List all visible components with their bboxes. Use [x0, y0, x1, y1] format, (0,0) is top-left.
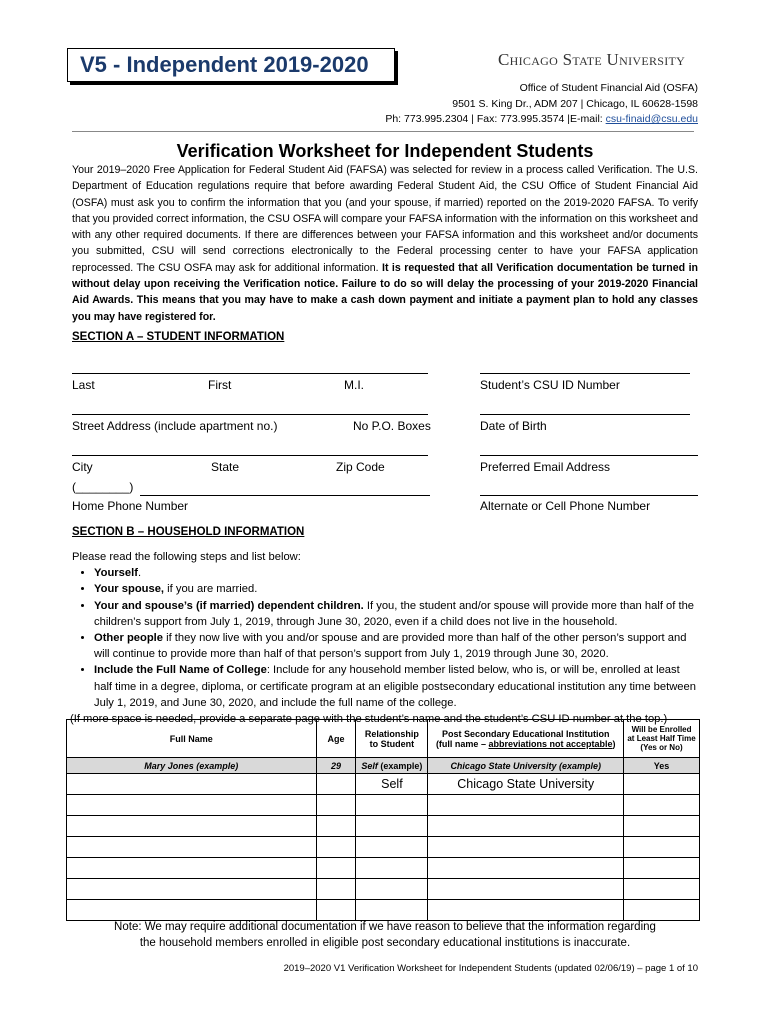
- relationship-cell[interactable]: [356, 837, 428, 858]
- page-title: Verification Worksheet for Independent Students: [176, 141, 594, 161]
- institution-cell[interactable]: [428, 795, 624, 816]
- list-item-bold: Other people: [94, 632, 163, 645]
- table-row: [67, 774, 700, 795]
- more-space-note: (If more space is needed, provide a separate page with the student’s name and the student’s CSU ID number at the top.): [70, 713, 668, 726]
- relationship-cell[interactable]: [356, 858, 428, 879]
- list-item: [94, 581, 700, 597]
- enrolled-cell[interactable]: [624, 879, 700, 900]
- table-row: [67, 837, 700, 858]
- institution-cell[interactable]: Chicago State University: [428, 774, 624, 795]
- office-phone-fax: Ph: 773.995.2304 | Fax: 773.995.3574 |E-mail:: [385, 113, 606, 125]
- label-zip: Zip Code: [336, 460, 385, 474]
- table-row: [67, 879, 700, 900]
- intro-text: Your 2019–2020 Free Application for Federal Student Aid (FAFSA) was selected for review in a process called Verification. The U.S. Department of Education regulations require that before awarding Federal Student Aid, the CSU Office of Student Financial Aid (OSFA) must ask you to confirm the information that you (and your spouse, if married) reported on the 2019-2020 FAFSA. To verify that you provided correct information, the CSU OSFA will compare your FAFSA information with the information on this worksheet and with any other required documents. If there are differences between your FAFSA information and this worksheet and/or documents you submitted, CSU will send corrections electronically to the Federal processing center to have your FAFSA application reprocessed. The CSU OSFA may ask for additional information.: [72, 164, 698, 274]
- table-header-row: [67, 720, 700, 758]
- header-institution: [428, 720, 624, 758]
- label-alt-phone: Alternate or Cell Phone Number: [480, 499, 651, 513]
- office-name: Office of Student Financial Aid (OSFA): [519, 82, 698, 94]
- example-enrolled: Yes: [624, 758, 700, 774]
- version-badge: [67, 48, 395, 82]
- header-enrolled: [624, 720, 700, 758]
- table-row: [67, 816, 700, 837]
- header-relationship: [356, 720, 428, 758]
- name-cell[interactable]: [67, 837, 317, 858]
- dob-line[interactable]: [480, 414, 690, 415]
- enrolled-cell[interactable]: [624, 837, 700, 858]
- name-cell[interactable]: [67, 900, 317, 921]
- example-institution: Chicago State University (example): [428, 758, 624, 774]
- name-cell[interactable]: [67, 816, 317, 837]
- name-cell[interactable]: [67, 774, 317, 795]
- header-institution-line1: Post Secondary Educational Institution: [441, 728, 610, 739]
- list-item: [94, 565, 700, 581]
- page-footer: 2019–2020 V1 Verification Worksheet for Independent Students (updated 02/06/19) – page 1 of 10: [283, 963, 698, 974]
- enrolled-cell[interactable]: [624, 858, 700, 879]
- label-home-phone: Home Phone Number: [72, 499, 189, 513]
- list-item-text: if you are married.: [164, 583, 258, 596]
- header-divider: [72, 131, 694, 132]
- header-enrolled-line3: (Yes or No): [640, 743, 683, 752]
- street-line[interactable]: [72, 414, 428, 415]
- list-item-text: if they now live with you and/or spouse and are provided more than half of the other person’s support and will continue to provide more than half of that person’s support from July 1, 2019 through June 30, 2020.: [94, 632, 687, 661]
- age-cell[interactable]: [316, 900, 356, 921]
- age-cell[interactable]: [316, 858, 356, 879]
- enrolled-cell[interactable]: [624, 900, 700, 921]
- list-item: [94, 630, 700, 662]
- household-list: [72, 565, 700, 711]
- header-relationship-line1: Relationship: [364, 728, 419, 739]
- age-cell[interactable]: [316, 837, 356, 858]
- table-row: [67, 858, 700, 879]
- relationship-cell[interactable]: [356, 795, 428, 816]
- office-email-link[interactable]: csu-finaid@csu.edu: [605, 113, 698, 125]
- header-enrolled-line2: at Least Half Time: [627, 734, 696, 743]
- label-street: Street Address (include apartment no.): [72, 419, 278, 433]
- note-line-1: Note: We may require additional documentation if we have reason to believe that the information regarding: [114, 921, 656, 933]
- phone-area-code: (________): [72, 480, 134, 494]
- relationship-cell[interactable]: [356, 900, 428, 921]
- header-enrolled-line1: Will be Enrolled: [631, 725, 692, 734]
- name-cell[interactable]: [67, 858, 317, 879]
- age-cell[interactable]: [316, 816, 356, 837]
- age-cell[interactable]: [316, 879, 356, 900]
- version-badge-text: V5 - Independent 2019-2020: [80, 52, 369, 77]
- age-cell[interactable]: [316, 774, 356, 795]
- section-b-heading: SECTION B – HOUSEHOLD INFORMATION: [72, 526, 305, 538]
- list-item-bold: Include the Full Name of College: [94, 664, 267, 677]
- age-cell[interactable]: [316, 795, 356, 816]
- instructions-lead: Please read the following steps and list below:: [72, 551, 301, 563]
- section-a-heading: SECTION A – STUDENT INFORMATION: [72, 331, 285, 343]
- list-item-text: If you, the student and/or spouse will provide more than half of the children’s support from July 1, 2019, through June 30, 2020, even if a child does not live in the household.: [94, 599, 695, 628]
- household-table: [66, 719, 700, 921]
- table-row: [67, 900, 700, 921]
- example-relationship-value: Self: [361, 760, 378, 771]
- label-no-po: No P.O. Boxes: [353, 419, 431, 433]
- institution-cell[interactable]: [428, 858, 624, 879]
- city-line[interactable]: [72, 455, 428, 456]
- label-city: City: [72, 460, 93, 474]
- label-email: Preferred Email Address: [480, 460, 611, 474]
- list-item: [94, 662, 700, 711]
- intro-paragraph: [72, 162, 698, 325]
- header-full-name: Full Name: [67, 720, 317, 758]
- alt-phone-line[interactable]: [480, 495, 698, 496]
- note-line-2: the household members enrolled in eligible post secondary educational institutions is inaccurate.: [139, 937, 631, 949]
- name-cell[interactable]: [67, 879, 317, 900]
- csu-logo: Chicago State University: [498, 50, 686, 69]
- institution-cell[interactable]: [428, 900, 624, 921]
- list-item: [94, 598, 700, 630]
- list-item-text: : Include for any household member listed below, who is, or will be, enrolled at least half time in a degree, diploma, or certificate program at an eligible postsecondary educational institution any time between July 1, 2019, and June 30, 2020, and include the full name of the college.: [94, 664, 696, 709]
- header-institution-underline: abbreviations not acceptable: [488, 738, 613, 749]
- label-dob: Date of Birth: [480, 419, 547, 433]
- example-name: Mary Jones (example): [67, 758, 317, 774]
- office-address: 9501 S. King Dr., ADM 207 | Chicago, IL 60628-1598: [452, 98, 698, 110]
- table-row: [67, 795, 700, 816]
- example-age: 29: [316, 758, 356, 774]
- institution-cell[interactable]: [428, 816, 624, 837]
- header-relationship-line2: to Student: [369, 738, 415, 749]
- csu-id-line[interactable]: [480, 373, 690, 374]
- list-item-bold: Your spouse,: [94, 583, 165, 596]
- example-relationship-note: (example): [377, 760, 423, 771]
- example-relationship: [356, 758, 428, 774]
- household-instructions: [72, 549, 700, 727]
- header-institution-prefix: (full name –: [435, 738, 489, 749]
- institution-cell[interactable]: [428, 837, 624, 858]
- intro-bold-text: It is requested that all Verification documentation be turned in without delay upon receiving the Verification notice. Failure to do so will delay the processing of your 2019-2020 Financial Aid Awards. This means that you may have to make a cash down payment and initiate a payment plan to hold any classes you may have registered for.: [72, 261, 698, 323]
- enrolled-cell[interactable]: [624, 816, 700, 837]
- enrolled-cell[interactable]: [624, 795, 700, 816]
- note: [0, 919, 770, 951]
- relationship-cell[interactable]: Self: [356, 774, 428, 795]
- example-row: [67, 758, 700, 774]
- header-age: Age: [316, 720, 356, 758]
- label-first: First: [208, 378, 232, 392]
- label-state: State: [211, 460, 240, 474]
- name-cell[interactable]: [67, 795, 317, 816]
- label-mi: M.I.: [344, 378, 364, 392]
- institution-cell[interactable]: [428, 879, 624, 900]
- email-line[interactable]: [480, 455, 698, 456]
- office-contact: [385, 111, 698, 127]
- enrolled-cell[interactable]: [624, 774, 700, 795]
- relationship-cell[interactable]: [356, 879, 428, 900]
- header-institution-suffix: ): [612, 738, 616, 749]
- list-item-text: .: [137, 567, 142, 580]
- relationship-cell[interactable]: [356, 816, 428, 837]
- list-item-bold: Your and spouse’s (if married) dependent children.: [94, 599, 364, 612]
- name-line[interactable]: [72, 373, 428, 374]
- label-csu-id: Student’s CSU ID Number: [480, 378, 620, 392]
- label-last: Last: [72, 378, 95, 392]
- home-phone-line[interactable]: [140, 495, 430, 496]
- list-item-bold: Yourself: [94, 567, 138, 580]
